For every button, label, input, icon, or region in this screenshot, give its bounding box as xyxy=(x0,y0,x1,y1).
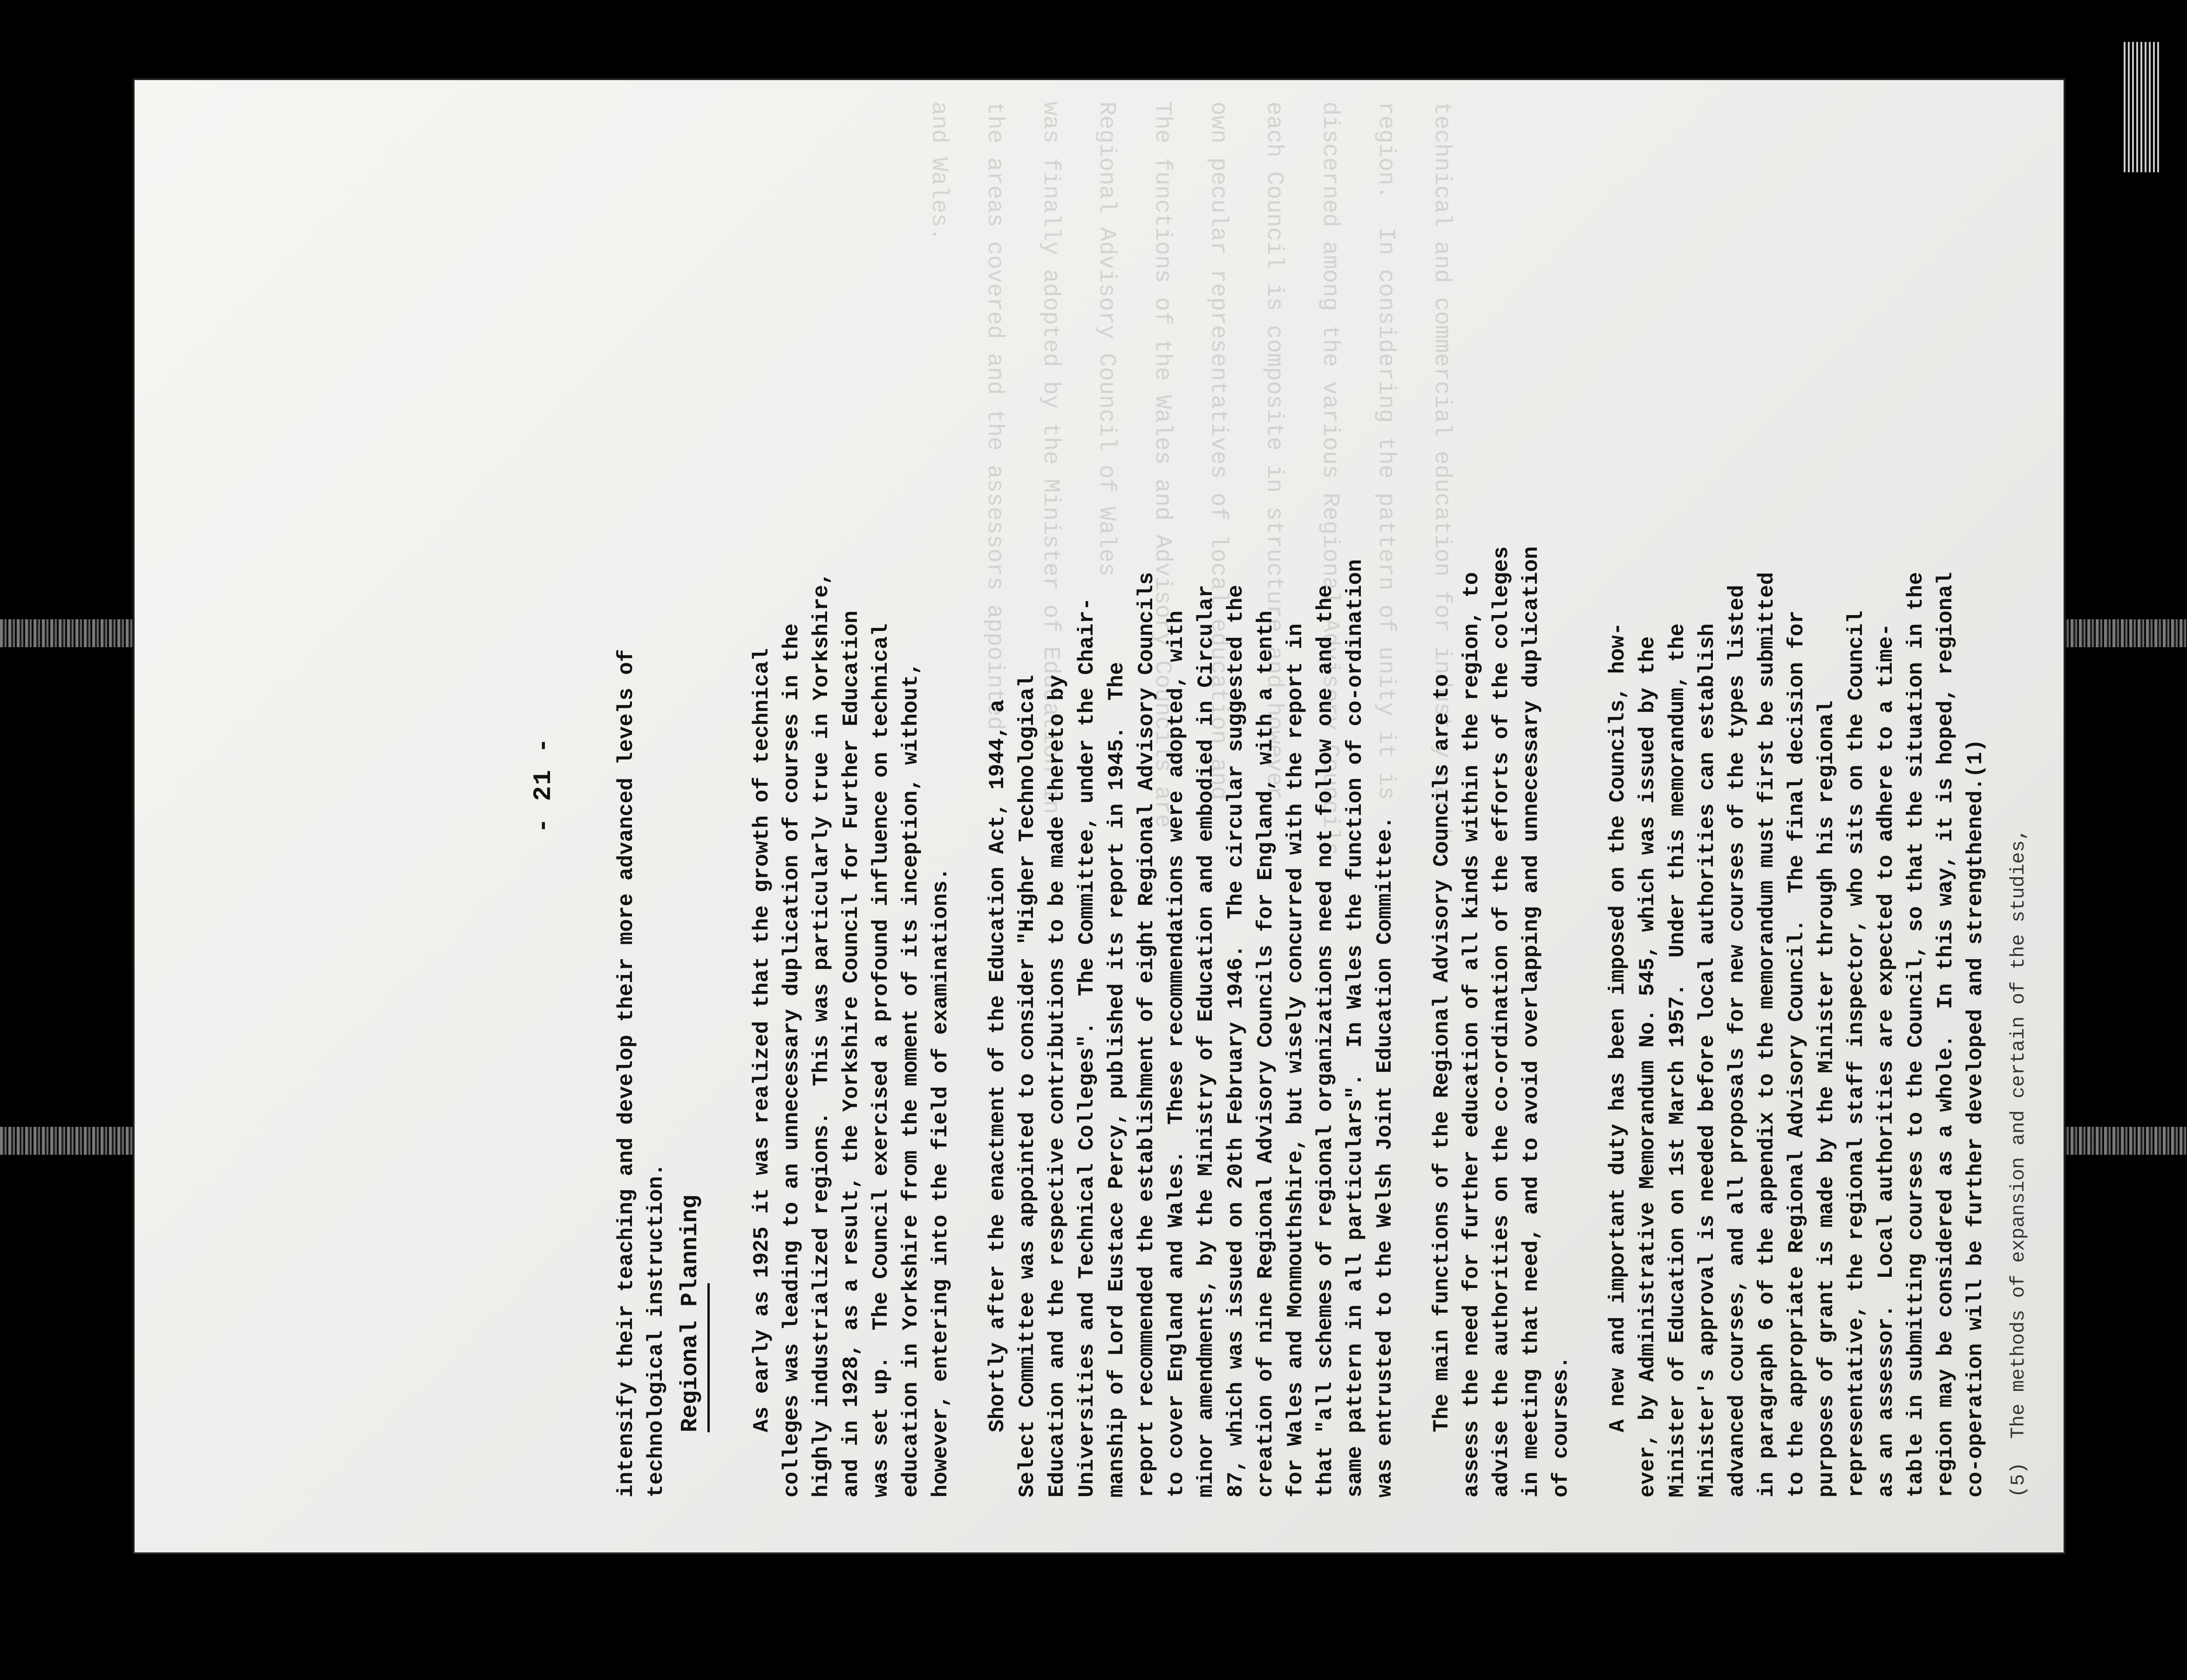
document-body xyxy=(611,78,1990,1497)
text-line: Education and the respective contributions to be made thereto by xyxy=(1045,675,1069,1497)
ghost-line: Regional Advisory Council of Wales xyxy=(1093,102,1120,577)
text-line: Shortly after the enactment of the Education Act, 1944, a xyxy=(985,699,1010,1432)
ghost-line: technical and commercial education for industry can be xyxy=(1428,102,1455,856)
text-line: advanced courses, and all proposals for new courses of the types listed xyxy=(1725,585,1749,1497)
text-line: creation of nine Regional Advisory Councils for England, with a tenth xyxy=(1254,610,1278,1497)
film-edge-marks xyxy=(2124,42,2161,172)
footnote: (5) The methods of expansion and certain of the studies, xyxy=(2007,828,2030,1497)
text-line: was set up. The Council exercised a profound influence on technical xyxy=(869,623,893,1497)
text-line: same pattern in all particulars". In Wales the function of co-ordination xyxy=(1343,559,1367,1497)
text-line: A new and important duty has been imposed on the Councils, how- xyxy=(1606,622,1630,1432)
rotated-page-content xyxy=(530,78,2030,1497)
text-line: however, entering into the field of examinations. xyxy=(929,867,953,1497)
text-line: advise the authorities on the co-ordination of the efforts of the colleges xyxy=(1489,546,1514,1497)
text-line: and in 1928, as a result, the Yorkshire Council for Further Education xyxy=(839,610,863,1497)
ghost-line: each Council is composite in structure and however, xyxy=(1261,102,1287,814)
ghost-line: region. In considering the pattern of unity it is xyxy=(1372,102,1399,800)
text-line: highly industrialized regions. This was particularly true in Yorkshire, xyxy=(809,572,834,1497)
text-line: of courses. xyxy=(1549,1356,1573,1497)
text-line: intensify their teaching and develop their more advanced levels of xyxy=(614,649,638,1497)
ghost-line: discerned among the various Regional Advisory Councils xyxy=(1317,102,1343,856)
document-page xyxy=(133,78,2065,1554)
text-line: purposes of grant is made by the Minister through his regional xyxy=(1814,700,1839,1497)
page-number: - 21 - xyxy=(530,737,558,833)
text-line: 87, which was issued on 20th February 1946. The circular suggested the xyxy=(1224,585,1248,1497)
text-line: minor amendments, by the Ministry of Education and embodied in Circular xyxy=(1194,585,1218,1497)
text-line: to cover England and Wales. These recommendations were adopted, with xyxy=(1164,610,1189,1497)
text-line: Minister of Education on 1st March 1957. Under this memorandum, the xyxy=(1665,623,1690,1497)
text-line: Minister's approval is needed before local authorities can establish xyxy=(1695,623,1719,1497)
text-line: in paragraph 6 of the appendix to the memorandum must first be submitted xyxy=(1755,572,1779,1497)
paragraph-gap xyxy=(1576,78,1603,1497)
ghost-line: and Wales. xyxy=(925,102,952,242)
text-line: to the appropriate Regional Advisory Council. The final decision for xyxy=(1785,610,1809,1497)
text-line: education in Yorkshire from the moment of its inception, without, xyxy=(899,662,923,1497)
ghost-line: The functions of the Wales and Advisory Councils are xyxy=(1149,102,1175,828)
ghost-line: own pecular representatives of local education and xyxy=(1205,102,1231,800)
text-line: colleges was leading to an unnecessary duplication of courses in the xyxy=(780,623,804,1497)
text-line: in meeting that need, and to avoid overlapping and unnecessary duplication xyxy=(1519,546,1543,1497)
text-line: table in submitting courses to the Council, so that the situation in the xyxy=(1904,572,1928,1497)
section-heading: Regional Planning xyxy=(677,1194,704,1432)
text-line: Universities and Technical Colleges". The Committee, under the Chair- xyxy=(1075,597,1099,1497)
paragraph-gap xyxy=(1400,78,1427,1497)
text-line: As early as 1925 it was realized that the growth of technical xyxy=(750,648,774,1432)
text-line: The main functions of the Regional Advisory Councils are to xyxy=(1430,674,1454,1432)
text-line: co-operation will be further developed and strengthened.(1) xyxy=(1963,739,1988,1497)
ghost-line: the areas covered and the assessors appointed xyxy=(981,102,1008,731)
text-line: was entrusted to the Welsh Joint Education Committee. xyxy=(1373,816,1397,1497)
text-line: manship of Lord Eustace Percy, published its report in 1945. The xyxy=(1105,662,1129,1497)
text-line: for Wales and Monmouthshire, but wisely concurred with the report in xyxy=(1284,623,1308,1497)
text-line: assess the need for further education of all kinds within the region, to xyxy=(1460,572,1484,1497)
text-line: ever, by Administrative Memorandum No. 545, which was issued by the xyxy=(1636,636,1660,1497)
text-line: Select Committee was appointed to consider "Higher Technological xyxy=(1015,675,1039,1497)
heading-underline xyxy=(707,1283,710,1432)
paragraph-gap xyxy=(956,78,983,1497)
paragraph-gap xyxy=(720,78,747,1497)
text-line: region may be considered as a whole. In this way, it is hoped, regional xyxy=(1934,572,1958,1497)
text-line: that "all schemes of regional organizations need not follow one and the xyxy=(1313,585,1338,1497)
text-line: report recommended the establishment of eight Regional Advisory Councils xyxy=(1134,572,1159,1497)
text-line: as an assessor. Local authorities are expected to adhere to a time- xyxy=(1874,623,1898,1497)
text-line: representative, the regional staff inspector, who sits on the Council xyxy=(1844,610,1868,1497)
text-line: technological instruction. xyxy=(644,1163,668,1497)
ghost-line: was finally adopted by the Minister of Education in xyxy=(1037,102,1064,814)
